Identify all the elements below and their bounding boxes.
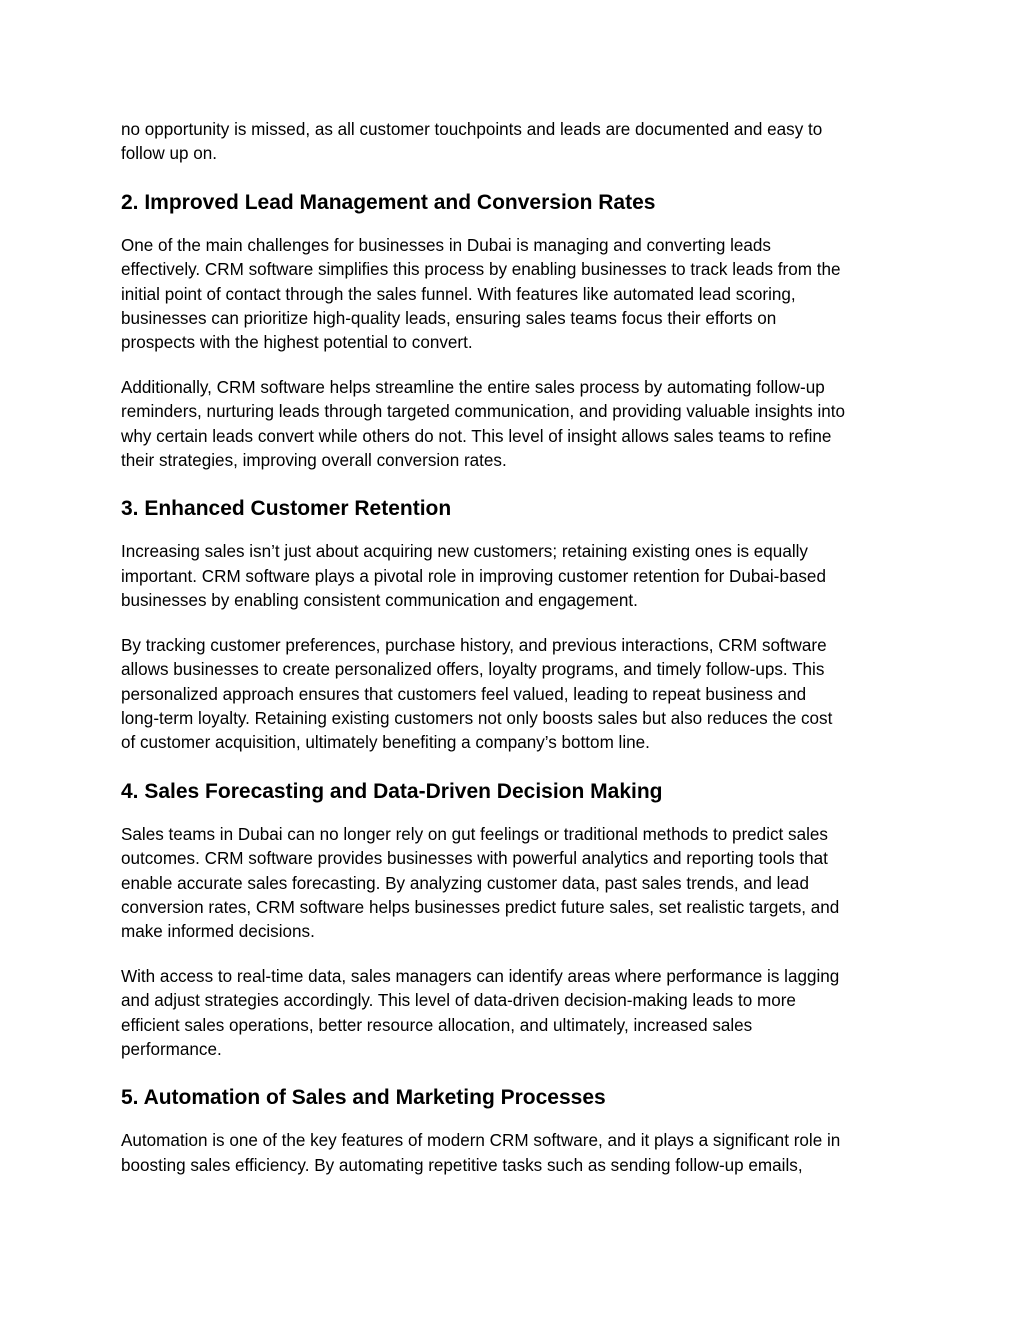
text-line: businesses can prioritize high-quality leads, ensuring sales teams focus their efforts on	[121, 309, 777, 329]
text-line: and adjust strategies accordingly. This level of data-driven decision-making leads to more	[121, 991, 796, 1011]
text-line: follow up on.	[121, 144, 217, 164]
section-3-paragraph-1	[121, 540, 906, 613]
section-5-paragraph-1	[121, 1129, 906, 1178]
section-4-paragraph-2	[121, 965, 906, 1063]
text-line: boosting sales efficiency. By automating repetitive tasks such as sending follow-up emails,	[121, 1155, 803, 1175]
text-line: prospects with the highest potential to convert.	[121, 333, 473, 353]
document-page	[121, 118, 906, 1178]
text-line: allows businesses to create personalized offers, loyalty programs, and timely follow-ups. This	[121, 660, 825, 680]
text-line: long-term loyalty. Retaining existing customers not only boosts sales but also reduces the cost	[121, 708, 833, 728]
text-line: By tracking customer preferences, purchase history, and previous interactions, CRM software	[121, 635, 827, 655]
text-line: effectively. CRM software simplifies this process by enabling businesses to track leads from the	[121, 260, 841, 280]
text-line: make informed decisions.	[121, 922, 315, 942]
text-line: of customer acquisition, ultimately benefiting a company’s bottom line.	[121, 733, 650, 753]
section-4-paragraph-1	[121, 823, 906, 945]
section-heading-3: 3. Enhanced Customer Retention	[121, 497, 452, 521]
section-heading-4: 4. Sales Forecasting and Data-Driven Decision Making	[121, 779, 663, 803]
text-line: Sales teams in Dubai can no longer rely on gut feelings or traditional methods to predict sales	[121, 824, 828, 844]
intro-paragraph	[121, 118, 906, 167]
text-line: personalized approach ensures that customers feel valued, leading to repeat business and	[121, 684, 807, 704]
text-line: conversion rates, CRM software helps businesses predict future sales, set realistic targets, and	[121, 897, 840, 917]
text-line: initial point of contact through the sales funnel. With features like automated lead scoring,	[121, 284, 796, 304]
text-line: Automation is one of the key features of modern CRM software, and it plays a significant role in	[121, 1131, 841, 1151]
text-line: efficient sales operations, better resource allocation, and ultimately, increased sales	[121, 1015, 753, 1035]
text-line: enable accurate sales forecasting. By analyzing customer data, past sales trends, and lead	[121, 873, 809, 893]
section-2-paragraph-1	[121, 234, 906, 356]
text-line: With access to real-time data, sales managers can identify areas where performance is lagging	[121, 966, 840, 986]
text-line: outcomes. CRM software provides businesses with powerful analytics and reporting tools that	[121, 849, 828, 869]
text-line: Increasing sales isn’t just about acquiring new customers; retaining existing ones is equally	[121, 542, 808, 562]
text-line: their strategies, improving overall conversion rates.	[121, 451, 507, 471]
section-3-paragraph-2	[121, 634, 906, 756]
text-line: One of the main challenges for businesses in Dubai is managing and converting leads	[121, 235, 771, 255]
section-2-paragraph-2	[121, 376, 906, 474]
text-line: performance.	[121, 1039, 222, 1059]
text-line: reminders, nurturing leads through targeted communication, and providing valuable insights into	[121, 402, 846, 422]
text-line: important. CRM software plays a pivotal role in improving customer retention for Dubai-based	[121, 566, 826, 586]
text-line: Additionally, CRM software helps streamline the entire sales process by automating follow-up	[121, 377, 825, 397]
section-heading-2: 2. Improved Lead Management and Conversion Rates	[121, 190, 656, 214]
text-line: businesses by enabling consistent communication and engagement.	[121, 591, 638, 611]
text-line: why certain leads convert while others do not. This level of insight allows sales teams to refine	[121, 426, 832, 446]
section-heading-5: 5. Automation of Sales and Marketing Processes	[121, 1086, 606, 1110]
text-line: no opportunity is missed, as all customer touchpoints and leads are documented and easy to	[121, 120, 823, 139]
